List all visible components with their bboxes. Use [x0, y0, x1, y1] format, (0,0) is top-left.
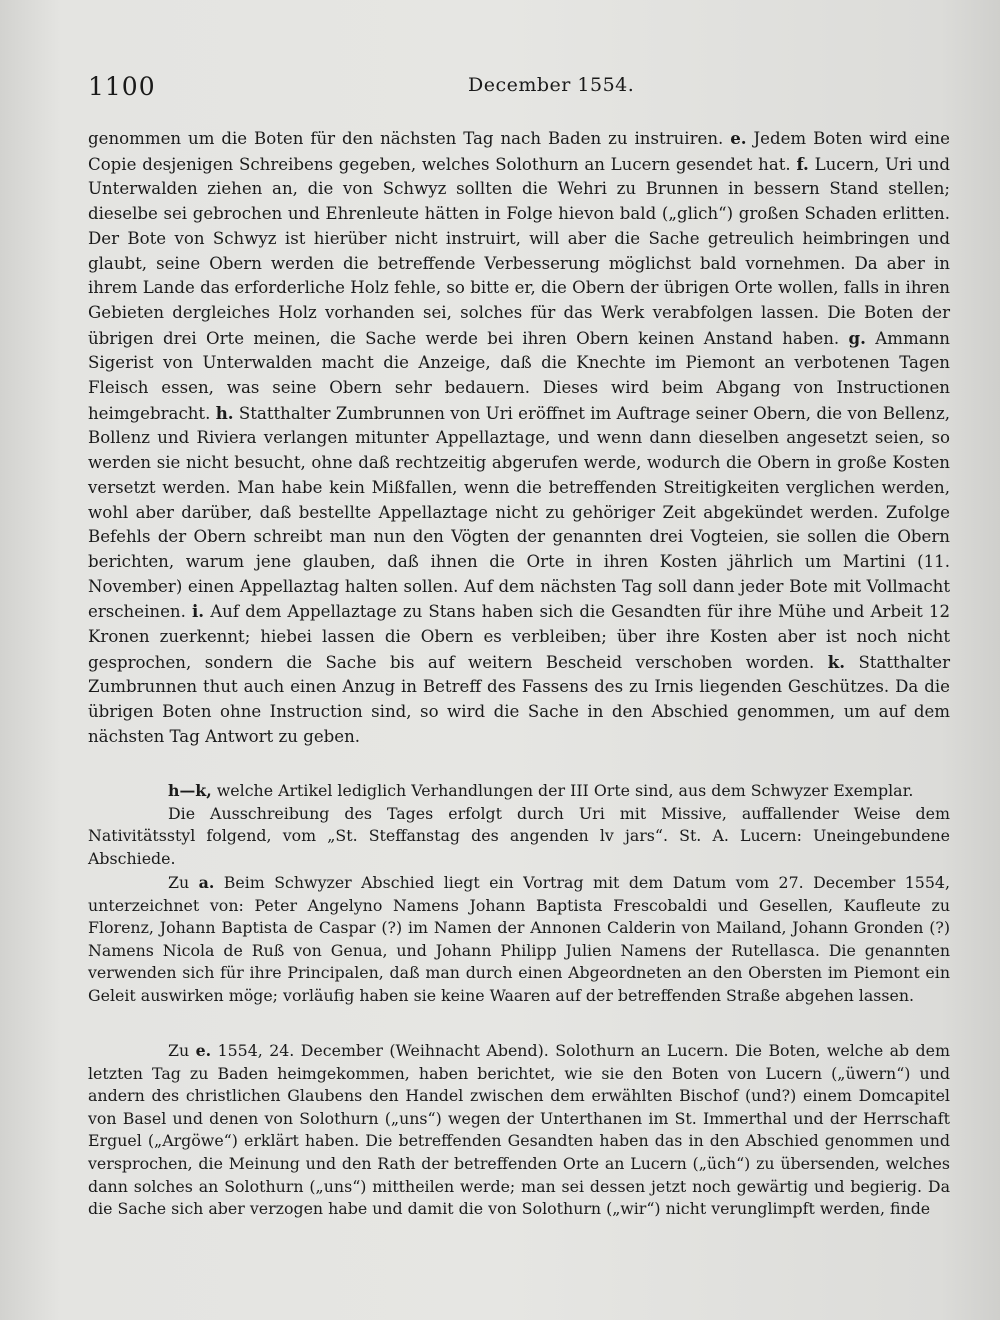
note-e-paragraph: [88, 1040, 950, 1221]
page-number: 1100: [88, 72, 156, 101]
note-e-text: 1554, 24. December (Weihnacht Abend). Solothurn an Lucern. Die Boten, welche ab dem letzten Tag zu Baden heimgekommen, haben berichtet, wie sie den Boten von Lucern („üwern“) und andern des christlichen Glaubens den Handel zwischen dem erwählten Bischof (und?) einem Domcapitel von Basel und denen von Solothurn („uns“) wegen der Unterthanen im St. Immerthal und der Herrschaft Erguel („Argöwe“) erklärt haben. Die betreffenden Gesandten haben das in den Abschied genommen und versprochen, die Meinung und den Rath der betreffenden Orte an Lucern („üch“) zu übersenden, welches dann solches an Solothurn („uns“) mittheilen werde; man sei dessen jetzt noch gewärtig und begierig. Da die Sache sich aber verzogen habe und damit die von Solothurn („wir“) nicht verunglimpft werden, finde: [88, 1041, 950, 1219]
section-marker-h: h.: [215, 402, 234, 423]
main-paragraph: [88, 126, 950, 750]
section-marker-f: f.: [796, 153, 809, 174]
section-marker-e: e.: [730, 128, 747, 148]
note-h-k-line1: [88, 780, 950, 803]
section-e-text: Jedem Boten wird eine Copie desjenigen Schreibens gegeben, welches Solothurn an Lucern gesendet hat.: [88, 129, 950, 174]
note-h-k-marker: h—k,: [168, 781, 212, 800]
note-a-marker: a.: [198, 873, 215, 892]
running-title: December 1554.: [468, 74, 635, 96]
section-h-text: Statthalter Zumbrunnen von Uri eröffnet im Auftrage seiner Obern, die von Bellenz, Bollenz und Riviera verlangen mitunter Appellaztage, und wenn dann dieselben angesetzt seien, so werden sie nicht besucht, ohne daß rechtzeitig abgerufen werde, wodurch die Obern in große Kosten versetzt werden. Man habe kein Mißfallen, wenn die betreffenden Streitigkeiten verglichen werden, wohl aber darüber, daß bestellte Appellaztage nicht zu gehöriger Zeit abgekündet werden. Zufolge Befehls der Obern schreibt man nun den Vögten der genannten drei Vogteien, sie sollen die Obern berichten, warum jene glauben, daß ihnen die Orte in ihren Kosten jährlich um Martini (11. November) einen Appellaztag halten sollen. Auf dem nächsten Tag soll dann jeder Bote mit Vollmacht erscheinen.: [88, 403, 951, 622]
section-marker-i: i.: [191, 601, 205, 622]
note-h-k-line2: Die Ausschreibung des Tages erfolgt durch Uri mit Missive, auffallender Weise dem Nativitätsstyl folgend, vom „St. Steffanstag des angenden lv jars“. St. A. Lucern: Uneingebundene Abschiede.: [88, 803, 950, 868]
section-marker-k: k.: [827, 651, 845, 672]
intro-text: genommen um die Boten für den nächsten Tag nach Baden zu instruiren.: [88, 129, 724, 148]
note-a-prefix: Zu: [168, 873, 190, 892]
note-e: [88, 1040, 950, 1221]
note-a: [88, 872, 950, 1008]
note-e-prefix: Zu: [168, 1041, 190, 1060]
note-h-k-text: welche Artikel lediglich Verhandlungen der III Orte sind, aus dem Schwyzer Exemplar.: [216, 781, 914, 800]
section-i-text: Auf dem Appellaztage zu Stans haben sich die Gesandten für ihre Mühe und Arbeit 12 Kronen zuerkennt; hiebei lassen die Obern es verbleiben; über ihre Kosten aber ist noch nicht gesprochen, sondern die Sache bis auf weitern Bescheid verschoben worden.: [88, 602, 951, 672]
note-e-marker: e.: [195, 1041, 212, 1060]
section-marker-g: g.: [848, 327, 866, 348]
page-header: [88, 72, 940, 108]
main-text: [88, 126, 950, 750]
section-k-text: Statthalter Zumbrunnen thut auch einen Anzug in Betreff des Fassens des zu Irnis liegenden Geschützes. Da die übrigen Boten ohne Instruction sind, so wird die Sache in den Abschied genommen, um auf dem nächsten Tag Antwort zu geben.: [88, 652, 951, 746]
section-g-text: Ammann Sigerist von Unterwalden macht die Anzeige, daß die Knechte im Piemont an verbotenen Tagen Fleisch essen, was seine Obern sehr bedauern. Dieses wird beim Abgang von Instructionen heimgebracht.: [88, 328, 950, 423]
section-f-text: Lucern, Uri und Unterwalden ziehen an, die von Schwyz sollten die Wehri zu Brunnen in bessern Stand stellen; dieselbe sei gebrochen und Ehrenleute hätten in Folge hievon bald („glich“) großen Schaden erlitten. Der Bote von Schwyz ist hierüber nicht instruirt, will aber die Sache getreulich heimbringen und glaubt, seine Obern werden die betreffende Verbesserung möglichst bald vornehmen. Da aber in ihrem Lande das erforderliche Holz fehle, so bitte er, die Obern der übrigen Orte wollen, falls in ihren Gebieten dergleiches Holz vorhanden sei, solches für das Werk verabfolgen lassen. Die Boten der übrigen drei Orte meinen, die Sache werde bei ihren Obern keinen Anstand haben.: [88, 154, 951, 348]
note-a-paragraph: [88, 872, 950, 1008]
note-a-text: Beim Schwyzer Abschied liegt ein Vortrag mit dem Datum vom 27. December 1554, unterzeichnet von: Peter Angelyno Namens Johann Baptista Frescobaldi und Gesellen, Kaufleute zu Florenz, Johann Baptista de Caspar (?) im Namen der Annonen Calderin von Mailand, Johann Gronden (?) Namens Nicola de Ruß von Genua, und Johann Philipp Julien Namens der Rutellasca. Die genannten verwenden sich für ihre Principalen, daß man durch einen Abgeordneten an den Obersten im Piemont ein Geleit auswirken möge; vorläufig haben sie keine Waaren auf der betreffenden Straße abgehen lassen.: [88, 873, 950, 1005]
note-h-k: [88, 780, 950, 870]
